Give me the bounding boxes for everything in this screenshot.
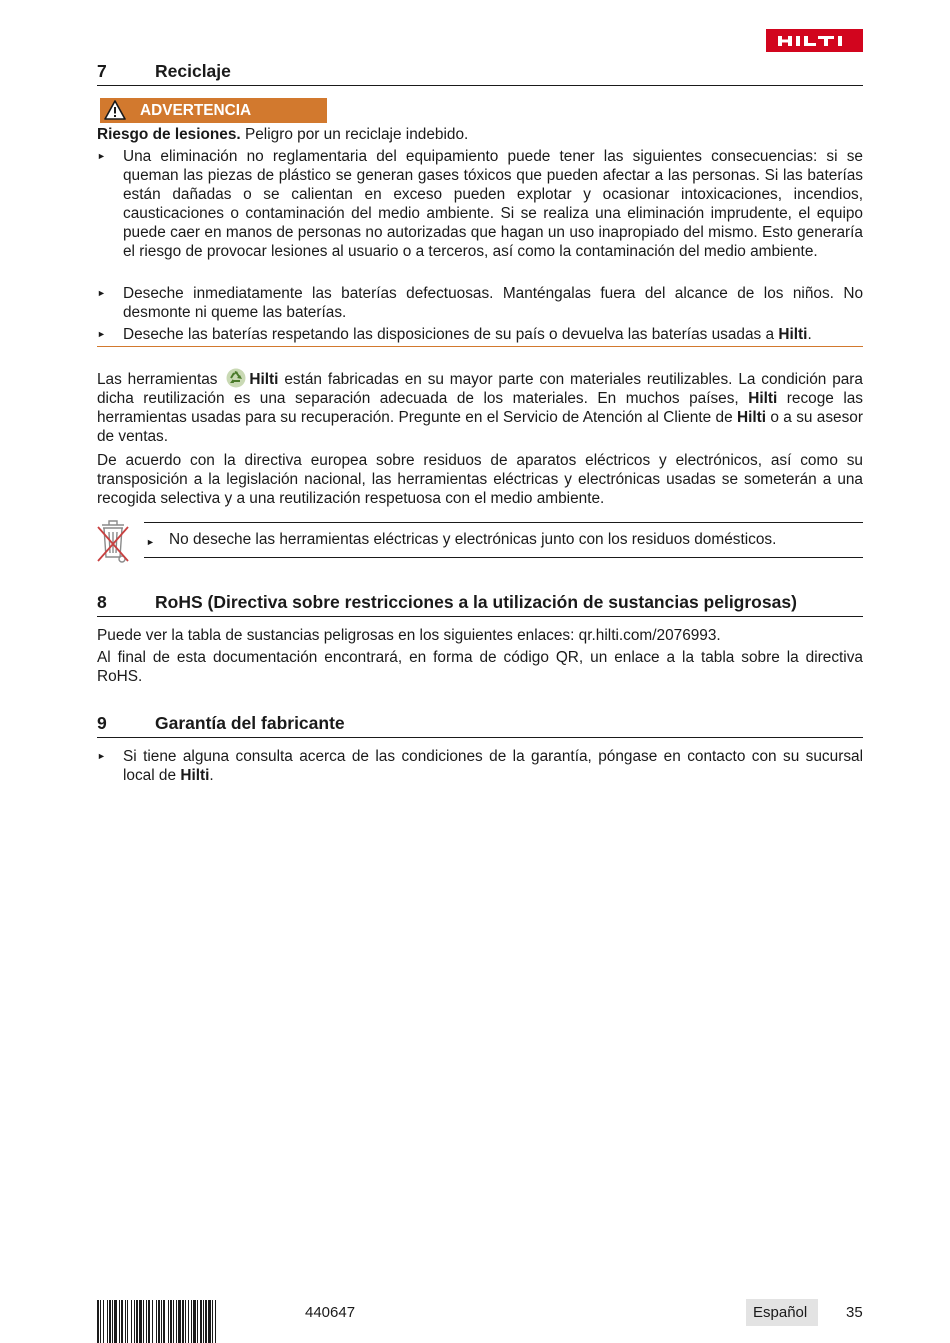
barcode-bar [139, 1300, 142, 1343]
barcode-bar [121, 1300, 123, 1343]
barcode-bar [136, 1300, 138, 1343]
recycle-icon [226, 368, 246, 388]
brand-name: Hilti [748, 390, 778, 407]
barcode-bar [197, 1300, 198, 1343]
barcode-bar [158, 1300, 160, 1343]
risk-title: Riesgo de lesiones. [97, 126, 241, 143]
list-item [97, 284, 863, 322]
barcode-bar [176, 1300, 177, 1343]
list-item [97, 147, 863, 261]
triangle-right-icon: ► [97, 288, 106, 298]
barcode-bar [163, 1300, 165, 1343]
section-number: 9 [97, 713, 107, 733]
barcode-bar [148, 1300, 150, 1343]
weee-note-text: No deseche las herramientas eléctricas y electrónicas junto con los residuos domésticos. [169, 531, 777, 548]
risk-text: Peligro por un reciclaje indebido. [240, 126, 469, 143]
barcode-bar [146, 1300, 147, 1343]
document-code: 440647 [305, 1304, 356, 1321]
warning-label: ADVERTENCIA [140, 102, 252, 119]
triangle-right-icon: ► [97, 329, 106, 339]
barcode-bar [134, 1300, 135, 1343]
triangle-right-icon: ► [97, 151, 106, 161]
barcode-bar [188, 1300, 189, 1343]
barcode-bar [205, 1300, 207, 1343]
paragraph-text: o a su asesor de ventas. [97, 409, 863, 445]
barcode-bar [191, 1300, 192, 1343]
barcode-bar [168, 1300, 169, 1343]
barcode-bar [109, 1300, 111, 1343]
list-item-text-end: . [209, 767, 214, 784]
triangle-right-icon: ► [146, 537, 155, 547]
section-9-heading [97, 710, 863, 738]
barcode-bar [208, 1300, 211, 1343]
barcode-bar [161, 1300, 162, 1343]
rohs-qr-paragraph: Al final de esta documentación encontrará, en forma de código QR, un enlace a la tabla sobre la directiva RoHS. [97, 649, 863, 685]
hilti-logo [766, 29, 863, 52]
risk-statement [97, 125, 863, 144]
section-title: Garantía del fabricante [155, 713, 345, 733]
section-7-heading [97, 58, 863, 86]
barcode [97, 1300, 285, 1343]
barcode-bar [215, 1300, 216, 1343]
barcode-bar [203, 1300, 204, 1343]
warning-end-rule [97, 346, 863, 347]
barcode-bar [103, 1300, 104, 1343]
barcode-bar [193, 1300, 196, 1343]
weee-directive-paragraph: De acuerdo con la directiva europea sobre residuos de aparatos eléctricos y electrónicos, así como su transposición a la legislación nacional, las herramientas eléctricas y electrónicas usadas se someterán a una recogida selectiva y a una reutilización respetuosa con el medio ambiente. [97, 452, 863, 507]
weee-note-box [144, 522, 863, 558]
barcode-bar [200, 1300, 202, 1343]
warning-triangle-icon [104, 100, 126, 125]
list-item-text: Si tiene alguna consulta acerca de las condiciones de la garantía, póngase en contacto con su sucursal local de [123, 748, 863, 784]
barcode-bar [107, 1300, 108, 1343]
paragraph-text: están fabricadas en su mayor parte con materiales reutilizables. La condición para dicha reutilización es una separación adecuada de los materiales. En muchos países, [97, 371, 863, 407]
barcode-bar [112, 1300, 113, 1343]
barcode-bar [119, 1300, 120, 1343]
list-item-text-end: . [807, 326, 812, 343]
rohs-link-line: Puede ver la tabla de sustancias peligrosas en los siguientes enlaces: qr.hilti.com/2076993. [97, 627, 721, 644]
brand-name: Hilti [736, 409, 767, 426]
barcode-bar [114, 1300, 117, 1343]
section-number: 8 [97, 592, 107, 612]
page-number: 35 [846, 1304, 863, 1321]
brand-name: Hilti [778, 326, 808, 343]
brand-name: Hilti [180, 767, 210, 784]
list-item-text: Deseche inmediatamente las baterías defectuosas. Manténgalas fuera del alcance de los niños. No desmonte ni queme las baterías. [123, 285, 863, 321]
barcode-bar [131, 1300, 132, 1343]
barcode-bar [185, 1300, 186, 1343]
barcode-bar [127, 1300, 128, 1343]
barcode-bar [156, 1300, 157, 1343]
list-item-text: Una eliminación no reglamentaria del equipamiento puede tener las siguientes consecuencias: si se queman las piezas de plástico se generan gases tóxicos que pueden afectar a las personas. Si las baterías están dañadas o se calientan en exceso pueden explotar y ocasionar intoxicaciones, incendios, causticaciones o contaminación del medio ambiente. Si se realiza una eliminación imprudente, el equipo puede caer en manos de personas no autorizadas que hagan un uso inapropiado del mismo. Esto generaría el riesgo de provocar lesiones al usuario o a terceros, así como la contaminación del medio ambiente. [123, 148, 863, 260]
barcode-bar [125, 1300, 126, 1343]
brand-name: Hilti [249, 371, 279, 388]
warning-banner [100, 98, 327, 123]
barcode-bar [97, 1300, 99, 1343]
barcode-bar [152, 1300, 153, 1343]
triangle-right-icon: ► [97, 751, 106, 761]
language-tab: Español [746, 1299, 818, 1326]
barcode-bar [173, 1300, 174, 1343]
paragraph-text: Las herramientas [97, 371, 224, 388]
section-8-heading [97, 589, 863, 617]
recycling-paragraph [97, 368, 863, 446]
section-title: Reciclaje [155, 61, 231, 81]
barcode-bar [212, 1300, 213, 1343]
section-title: RoHS (Directiva sobre restricciones a la utilización de sustancias peligrosas) [155, 592, 797, 612]
barcode-bar [178, 1300, 181, 1343]
list-item [97, 325, 863, 344]
barcode-bar [100, 1300, 101, 1343]
crossed-out-bin-icon [96, 517, 130, 565]
list-item [97, 747, 863, 785]
barcode-bar [170, 1300, 172, 1343]
section-number: 7 [97, 61, 107, 81]
barcode-bar [182, 1300, 184, 1343]
barcode-bar [143, 1300, 144, 1343]
list-item-text: Deseche las baterías respetando las disposiciones de su país o devuelva las baterías usadas a [123, 326, 779, 343]
paragraph-text: recoge las herramientas usadas para su recuperación. Pregunte en el Servicio de Atención al Cliente de [97, 390, 863, 426]
